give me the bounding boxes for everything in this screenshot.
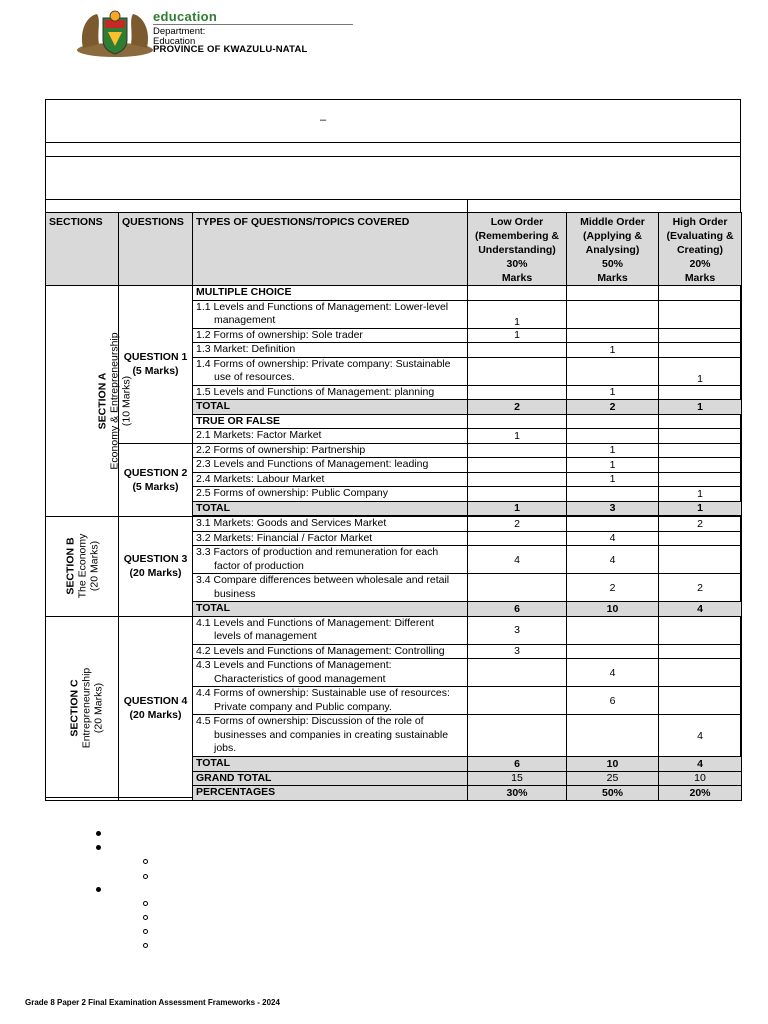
section-a-cell — [46, 286, 133, 517]
question-1-cell: QUESTION 1 (5 Marks) — [119, 286, 193, 444]
true-false-heading: TRUE OR FALSE — [193, 414, 468, 429]
frame-divider — [45, 199, 741, 200]
total-label: TOTAL — [193, 602, 468, 617]
total-low: 2 — [468, 400, 567, 415]
page-footer: Grade 8 Paper 2 Final Examination Assessment Frameworks - 2024 — [25, 998, 280, 1007]
total-high: 4 — [659, 602, 742, 617]
department-line-1: Department: — [153, 26, 206, 37]
middle-value: 4 — [567, 659, 659, 687]
total-label: TOTAL — [193, 757, 468, 772]
total-low: 6 — [468, 757, 567, 772]
topic-3-3: 3.3 Factors of production and remuneration for each factor of production — [193, 546, 468, 574]
table-row — [46, 616, 742, 644]
section-a-label: SECTION A Economy & Entrepreneurship (10 Marks) — [96, 332, 133, 470]
low-value: 1 — [468, 300, 567, 328]
topic-4-5: 4.5 Forms of ownership: Discussion of the role of businesses and companies in creating sustainable jobs. — [193, 715, 468, 757]
total-high: 4 — [659, 757, 742, 772]
total-high: 1 — [659, 400, 742, 415]
table-row — [46, 286, 742, 301]
high-value: 2 — [659, 517, 742, 532]
question-2-cell: QUESTION 2 (5 Marks) — [119, 443, 193, 517]
middle-value: 6 — [567, 687, 659, 715]
frame-divider — [45, 142, 741, 143]
grand-total-high: 10 — [659, 771, 742, 786]
header-sections: SECTIONS — [46, 213, 119, 286]
logo-divider — [153, 24, 353, 25]
table-row — [46, 443, 742, 458]
low-value: 3 — [468, 616, 567, 644]
section-b-label: SECTION B The Economy (20 Marks) — [64, 533, 100, 599]
section-c-label: SECTION C Entrepreneurship (20 Marks) — [68, 667, 105, 749]
total-label: TOTAL — [193, 400, 468, 415]
total-low: 1 — [468, 501, 567, 516]
question-4-cell: QUESTION 4 (20 Marks) — [119, 616, 193, 800]
topic-3-4: 3.4 Compare differences between wholesale and retail business — [193, 574, 468, 602]
section-c-cell — [46, 616, 119, 800]
low-value: 3 — [468, 644, 567, 659]
percentages-label: PERCENTAGES — [193, 786, 468, 801]
total-middle: 3 — [567, 501, 659, 516]
topic-1-2: 1.2 Forms of ownership: Sole trader — [193, 328, 468, 343]
header-types: TYPES OF QUESTIONS/TOPICS COVERED — [193, 213, 468, 286]
grand-total-low: 15 — [468, 771, 567, 786]
topic-4-1: 4.1 Levels and Functions of Management: Different levels of management — [193, 616, 468, 644]
high-value: 1 — [659, 487, 742, 502]
header-high-order: High Order (Evaluating & Creating) 20% Marks — [659, 213, 742, 286]
frame-divider-vertical — [467, 199, 468, 212]
grand-total-label: GRAND TOTAL — [193, 771, 468, 786]
topic-1-5: 1.5 Levels and Functions of Management: planning — [193, 385, 468, 400]
header-low-order: Low Order (Remembering & Understanding) 30% Marks — [468, 213, 567, 286]
middle-value: 1 — [567, 458, 659, 473]
low-value: 1 — [468, 328, 567, 343]
sub-bullet-point — [143, 929, 148, 934]
middle-value: 1 — [567, 443, 659, 458]
low-value: 1 — [468, 429, 567, 444]
high-value: 4 — [659, 715, 742, 757]
bullet-point — [96, 845, 101, 850]
total-high: 1 — [659, 501, 742, 516]
high-value: 2 — [659, 574, 742, 602]
low-value: 2 — [468, 517, 567, 532]
low-value: 4 — [468, 546, 567, 574]
middle-value: 4 — [567, 546, 659, 574]
brand-name: education — [153, 9, 218, 24]
total-middle: 10 — [567, 757, 659, 772]
department-line-2: Education — [153, 36, 196, 47]
percentage-low: 30% — [468, 786, 567, 801]
header-middle-order: Middle Order (Applying & Analysing) 50% Marks — [567, 213, 659, 286]
province-label: PROVINCE OF KWAZULU-NATAL — [153, 44, 308, 55]
topic-2-5: 2.5 Forms of ownership: Public Company — [193, 487, 468, 502]
topic-4-4: 4.4 Forms of ownership: Sustainable use of resources: Private company and Public company. — [193, 687, 468, 715]
total-label: TOTAL — [193, 501, 468, 516]
section-b-cell — [46, 517, 119, 617]
bullet-point — [96, 831, 101, 836]
topic-2-4: 2.4 Markets: Labour Market — [193, 472, 468, 487]
percentage-high: 20% — [659, 786, 742, 801]
sub-bullet-point — [143, 874, 148, 879]
topic-4-3: 4.3 Levels and Functions of Management: Characteristics of good management — [193, 659, 468, 687]
topic-4-2: 4.2 Levels and Functions of Management: Controlling — [193, 644, 468, 659]
title-dash: – — [320, 114, 327, 126]
header-questions: QUESTIONS — [119, 213, 193, 286]
table-header-row — [46, 213, 742, 286]
middle-value: 1 — [567, 472, 659, 487]
topic-3-2: 3.2 Markets: Financial / Factor Market — [193, 531, 468, 546]
frame-divider — [45, 156, 741, 157]
question-3-cell: QUESTION 3 (20 Marks) — [119, 517, 193, 617]
topic-1-1: 1.1 Levels and Functions of Management: Lower-level management — [193, 300, 468, 328]
middle-value: 1 — [567, 343, 659, 358]
bullet-point — [96, 887, 101, 892]
topic-1-4: 1.4 Forms of ownership: Private company: Sustainable use of resources. — [193, 357, 468, 385]
sub-bullet-point — [143, 901, 148, 906]
assessment-framework-table — [45, 212, 742, 801]
sub-bullet-point — [143, 859, 148, 864]
sub-bullet-point — [143, 915, 148, 920]
middle-value: 4 — [567, 531, 659, 546]
percentage-middle: 50% — [567, 786, 659, 801]
total-middle: 10 — [567, 602, 659, 617]
middle-value: 2 — [567, 574, 659, 602]
grand-total-middle: 25 — [567, 771, 659, 786]
topic-3-1: 3.1 Markets: Goods and Services Market — [193, 517, 468, 532]
total-middle: 2 — [567, 400, 659, 415]
topic-2-3: 2.3 Levels and Functions of Management: leading — [193, 458, 468, 473]
multiple-choice-heading: MULTIPLE CHOICE — [193, 286, 468, 301]
middle-value: 1 — [567, 385, 659, 400]
table-row — [46, 517, 742, 532]
topic-1-3: 1.3 Market: Definition — [193, 343, 468, 358]
topic-2-1: 2.1 Markets: Factor Market — [193, 429, 468, 444]
topic-2-2: 2.2 Forms of ownership: Partnership — [193, 443, 468, 458]
high-value: 1 — [659, 357, 742, 385]
sub-bullet-point — [143, 943, 148, 948]
total-low: 6 — [468, 602, 567, 617]
